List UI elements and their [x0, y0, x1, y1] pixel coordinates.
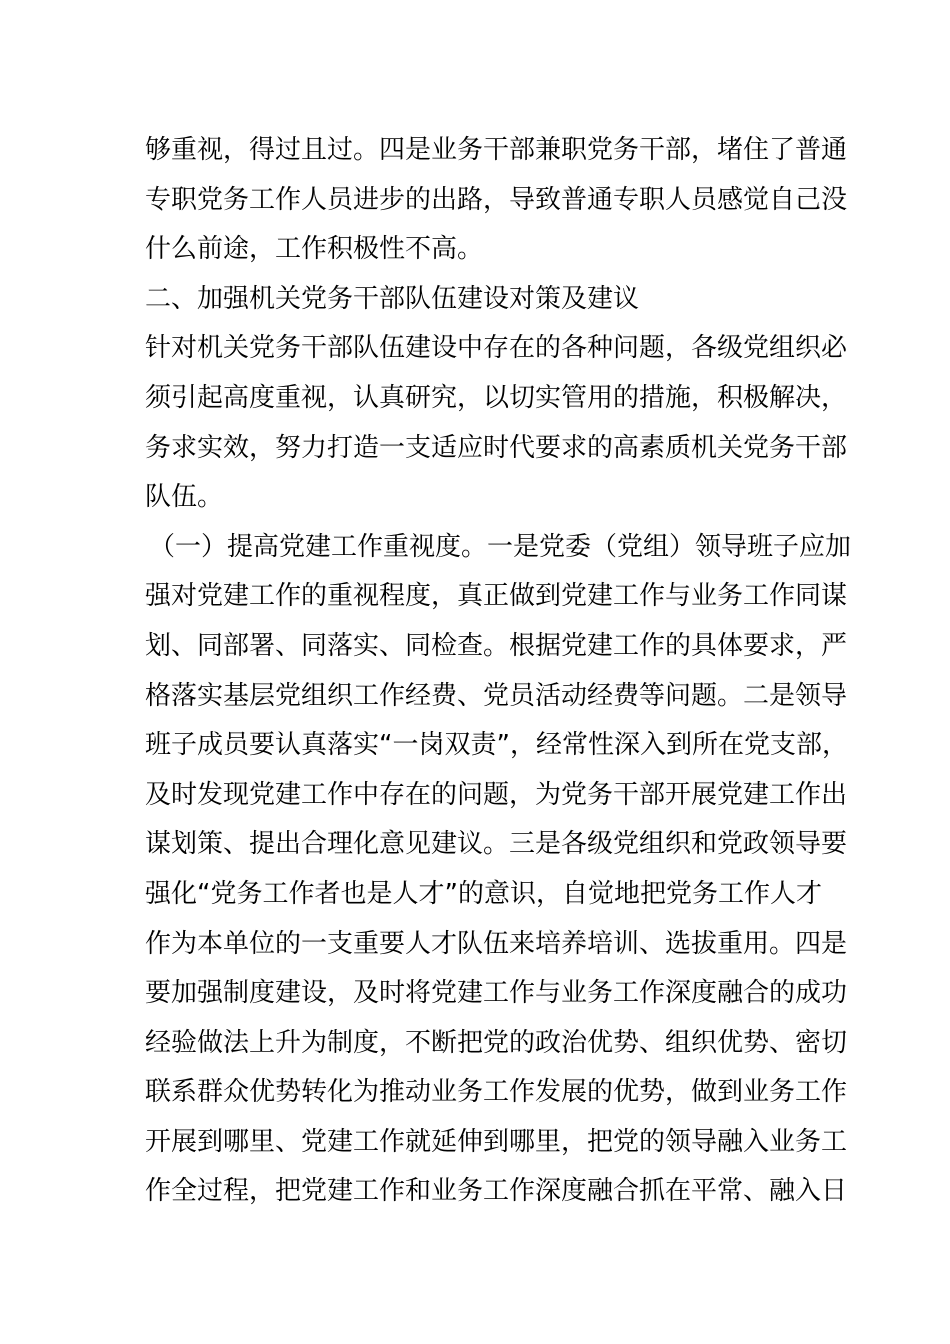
text-line: 作为本单位的一支重要人才队伍来培养培训、选拔重用。四是 [145, 928, 848, 959]
text-line: 专职党务工作人员进步的出路，导致普通专职人员感觉自己没 [145, 184, 848, 215]
document-body [145, 126, 852, 1217]
section-heading: 二、加强机关党务干部队伍建设对策及建议 [145, 283, 640, 314]
paragraph-countermeasures-intro [145, 324, 848, 522]
text-line: （一）提高党建工作重视度。一是党委（党组）领导班子应加 [149, 531, 852, 562]
paragraph-subsection-one [145, 523, 852, 1217]
text-line: 作全过程，把党建工作和业务工作深度融合抓在平常、融入日 [145, 1176, 848, 1207]
text-line: 班子成员要认真落实“一岗双责”，经常性深入到所在党支部， [145, 730, 848, 761]
text-line: 经验做法上升为制度，不断把党的政治优势、组织优势、密切 [145, 1027, 848, 1058]
text-line: 联系群众优势转化为推动业务工作发展的优势，做到业务工作 [145, 1077, 848, 1108]
text-line: 针对机关党务干部队伍建设中存在的各种问题，各级党组织必 [145, 333, 848, 364]
text-line: 谋划策、提出合理化意见建议。三是各级党组织和党政领导要 [145, 829, 848, 860]
text-line: 什么前途，工作积极性不高。 [145, 234, 484, 265]
text-line: 划、同部署、同落实、同检查。根据党建工作的具体要求，严 [145, 630, 848, 661]
text-line: 务求实效，努力打造一支适应时代要求的高素质机关党务干部 [145, 432, 848, 463]
text-line: 格落实基层党组织工作经费、党员活动经费等问题。二是领导 [145, 680, 848, 711]
text-line: 开展到哪里、党建工作就延伸到哪里，把党的领导融入业务工 [145, 1126, 848, 1157]
text-line: 强对党建工作的重视程度，真正做到党建工作与业务工作同谋 [145, 581, 848, 612]
text-line: 及时发现党建工作中存在的问题，为党务干部开展党建工作出 [145, 779, 848, 810]
paragraph-continuation [145, 126, 848, 275]
text-line: 队伍。 [145, 482, 224, 513]
text-line: 强化“党务工作者也是人才”的意识，自觉地把党务工作人才 [145, 878, 822, 909]
text-line: 要加强制度建设，及时将党建工作与业务工作深度融合的成功 [145, 978, 848, 1009]
text-line: 须引起高度重视，认真研究，以切实管用的措施，积极解决， [145, 382, 848, 413]
text-line: 够重视，得过且过。四是业务干部兼职党务干部，堵住了普通 [145, 135, 848, 165]
